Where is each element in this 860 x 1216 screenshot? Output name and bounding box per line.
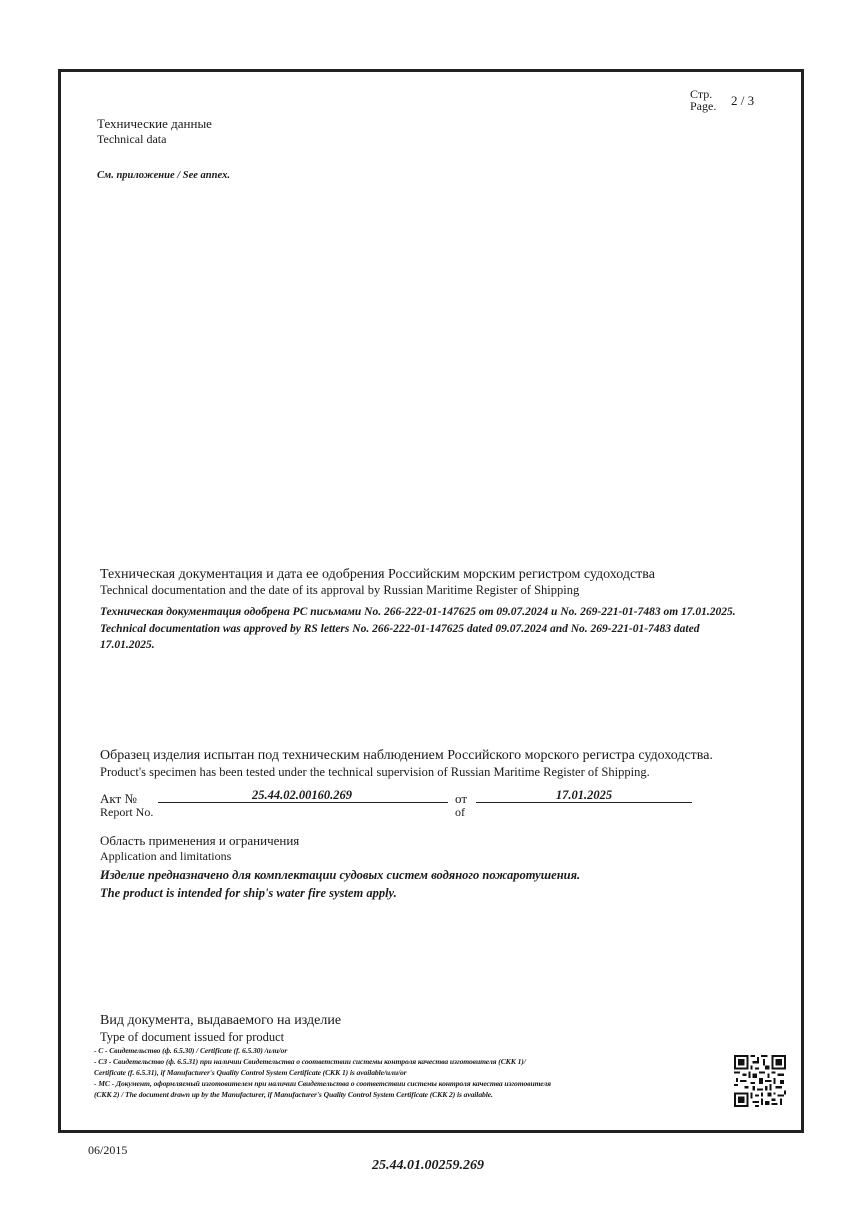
- tech-doc-title-ru: Техническая документация и дата ее одобрения Российским морским регистром судоходства: [100, 567, 655, 582]
- page-label-en: Page.: [690, 99, 717, 113]
- report-number-underline: [158, 802, 448, 803]
- report-date-underline: [476, 802, 692, 803]
- date-label-ru: от: [455, 791, 468, 806]
- tech-doc-value-en-line1: Technical documentation was approved by RS letters No. 266-222-01-147625 dated 09.07.2024 and No. 269-221-01-7483 dated: [100, 623, 700, 635]
- report-label-en: Report No.: [100, 805, 154, 819]
- document-frame: [58, 69, 804, 1133]
- technical-data-value: См. приложение / See annex.: [97, 170, 231, 181]
- specimen-title-en: Product's specimen has been tested under the technical supervision of Russian Maritime Register of Shipping.: [100, 765, 650, 779]
- document-type-note: - СЗ - Свидетельство (ф. 6.5.31) при наличии Свидетельства о соответствии системы контроля качества изготовителя (СКК 1)/: [94, 1057, 526, 1066]
- report-number: 25.44.02.00160.269: [252, 788, 352, 802]
- page-label-ru: Стр.: [690, 87, 713, 101]
- document-type-notes: [94, 1045, 734, 1100]
- application-title-ru: Область применения и ограничения: [100, 833, 300, 848]
- qr-code-icon: [734, 1055, 786, 1107]
- document-type-note: - С - Свидетельство (ф. 6.5.30) / Certificate (f. 6.5.30) /или/or: [94, 1046, 288, 1055]
- document-type-note: Certificate (f. 6.5.31), if Manufacturer's Quality Control System Certificate (СКК 1) is available/или/or: [94, 1068, 407, 1077]
- document-type-title-en: Type of document issued for product: [100, 1030, 285, 1044]
- tech-doc-title-en: Technical documentation and the date of its approval by Russian Maritime Register of Shipping: [100, 583, 580, 597]
- application-value-ru: Изделие предназначено для комплектации судовых систем водяного пожаротушения.: [100, 868, 581, 882]
- application-title-en: Application and limitations: [100, 849, 232, 863]
- report-label-ru: Акт №: [100, 791, 137, 806]
- tech-doc-value-en-line2: 17.01.2025.: [100, 639, 155, 651]
- document-type-title-ru: Вид документа, выдаваемого на изделие: [100, 1013, 342, 1028]
- technical-data-title-en: Technical data: [97, 132, 167, 146]
- technical-data-title-ru: Технические данные: [97, 116, 212, 131]
- document-type-note: - МС - Документ, оформляемый изготовителем при наличии Свидетельства о соответствии системы контроля качества изготовителя: [94, 1079, 551, 1088]
- application-value-en: The product is intended for ship's water fire system apply.: [100, 886, 397, 900]
- certificate-number: 25.44.01.00259.269: [372, 1158, 484, 1173]
- date-label-en: of: [455, 805, 465, 819]
- specimen-title-ru: Образец изделия испытан под техническим наблюдением Российского морского регистра судоходства.: [100, 748, 713, 763]
- tech-doc-value-ru: Техническая документация одобрена РС письмами No. 266-222-01-147625 от 09.07.2024 и No. 269-221-01-7483 от 17.01.2025.: [100, 606, 736, 618]
- page-number: 2 / 3: [731, 93, 755, 108]
- document-type-note: (СКК 2) / The document drawn up by the Manufacturer, if Manufacturer's Quality Control System Certificate (СКК 2) is available.: [94, 1090, 493, 1099]
- report-date: 17.01.2025: [555, 788, 613, 802]
- form-date: 06/2015: [88, 1143, 128, 1157]
- page-label: [690, 88, 716, 112]
